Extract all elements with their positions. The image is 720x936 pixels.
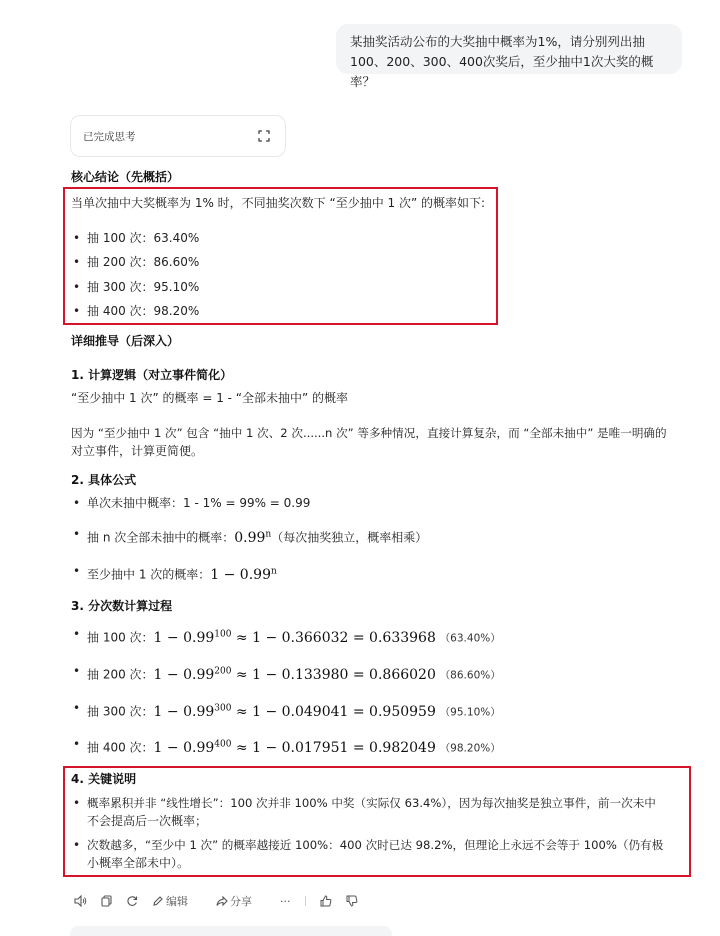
section4-heading: 4. 关键说明 [71, 772, 137, 786]
speaker-icon[interactable] [74, 895, 87, 907]
thumbs-down-icon[interactable] [346, 895, 358, 907]
section4-b2b: 小概率全部未中）。 [87, 856, 190, 870]
user-message-line2: 100、200、300、400次奖后，至少抽中1次大奖的概率？ [350, 54, 654, 89]
list-item: • 抽 n 次全部未抽中的概率：0.99$^n$（每次抽奖独立，概率相乘） [73, 525, 427, 547]
thumbs-up-icon[interactable] [320, 895, 332, 907]
section3-heading: 3. 分次数计算过程 [71, 599, 173, 613]
share-icon [216, 895, 228, 907]
core-intro: 当单次抽中大奖概率为 1% 时，不同抽奖次数下 “至少抽中 1 次” 的概率如下: [71, 196, 486, 210]
more-button[interactable]: ··· [280, 894, 291, 908]
list-item: • 概率累积并非 “线性增长”：100 次并非 100% 中奖（实际仅 63.4%），因为每次抽奖是独立事件，前一次未中 [73, 794, 656, 812]
core-heading: 核心结论（先概括） [71, 170, 180, 184]
section1-heading: 1. 计算逻辑（对立事件简化） [71, 368, 233, 382]
section1-p2b: 对立事件，计算更简便。 [71, 444, 204, 458]
message-toolbar [74, 893, 372, 909]
list-item: • 抽 400 次：$1 - 0.99^{400} \approx 1 - 0.017951 = 0.982049$ （98.20%） [73, 735, 501, 758]
edit-button[interactable]: 编辑 [152, 893, 202, 909]
regenerate-icon[interactable] [126, 895, 138, 907]
toolbar-divider [305, 896, 306, 906]
highlight-box-core [63, 187, 498, 325]
thinking-panel[interactable] [70, 115, 286, 157]
list-item: • 次数越多，“至少中 1 次” 的概率越接近 100%：400 次时已达 98.2%，但理论上永远不会等于 100%（仍有极 [73, 836, 663, 854]
list-item: • 抽 300 次：95.10% [73, 278, 199, 296]
detail-heading: 详细推导（后深入） [71, 334, 180, 348]
list-item: • 抽 200 次：86.60% [73, 253, 199, 271]
input-area-edge [70, 926, 392, 936]
section4-b1b: 不会提高后一次概率； [87, 814, 208, 828]
share-button[interactable]: 分享 [216, 893, 266, 909]
section1-p2a: 因为 “至少抽中 1 次” 包含 “抽中 1 次、2 次......n 次” 等多种情况，直接计算复杂，而 “全部未抽中” 是唯一明确的 [71, 426, 667, 440]
thinking-label: 已完成思考 [83, 131, 136, 143]
list-item: • 抽 200 次：$1 - 0.99^{200} \approx 1 - 0.133980 = 0.866020$ （86.60%） [73, 662, 501, 685]
list-item: • 单次未抽中概率：1 - 1% = 99% = 0.99 [73, 494, 310, 512]
copy-icon[interactable] [101, 895, 112, 907]
section1-p1: “至少抽中 1 次” 的概率 = 1 - “全部未抽中” 的概率 [71, 391, 349, 405]
list-item: • 抽 400 次：98.20% [73, 302, 199, 320]
list-item: • 抽 100 次：$1 - 0.99^{100} \approx 1 - 0.366032 = 0.633968$ （63.40%） [73, 625, 501, 648]
list-item: • 抽 300 次：$1 - 0.99^{300} \approx 1 - 0.049041 = 0.950959$ （95.10%） [73, 699, 501, 722]
highlight-box-notes [63, 766, 691, 877]
edit-icon [152, 895, 164, 907]
expand-icon[interactable] [253, 125, 275, 147]
user-message-bubble [336, 24, 682, 89]
list-item: • 抽 100 次：63.40% [73, 229, 199, 247]
section2-heading: 2. 具体公式 [71, 473, 137, 487]
user-message-line1: 某抽奖活动公布的大奖抽中概率为1%，请分别列出抽 [350, 34, 645, 49]
list-item: • 至少抽中 1 次的概率：$1 - 0.99^n$ [73, 562, 277, 584]
